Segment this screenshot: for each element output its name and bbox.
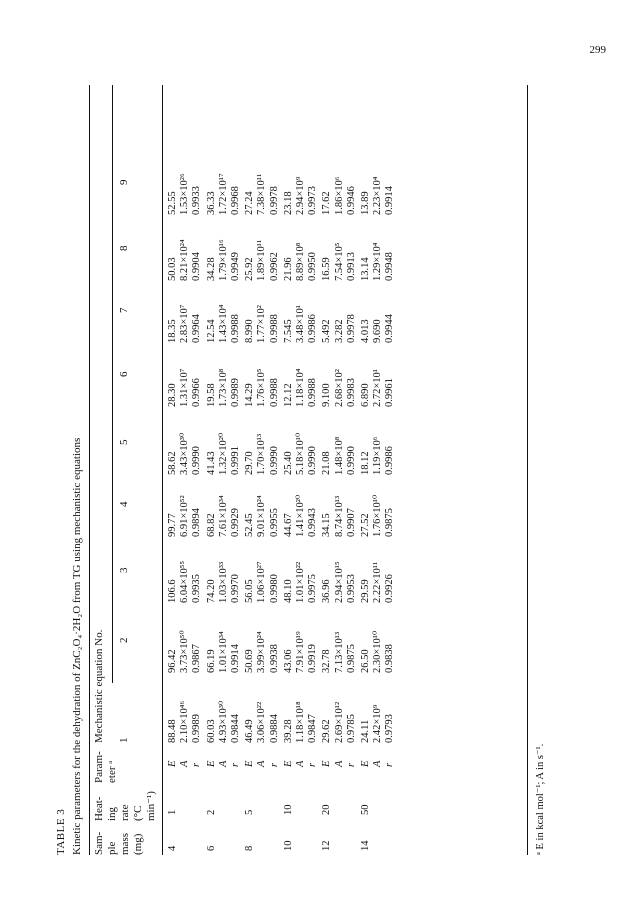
value-cell: 1.76×10¹⁰ <box>372 494 384 537</box>
value-cell: 1.86×10⁶ <box>333 176 345 215</box>
heating-rate-cell: 20 <box>321 804 333 815</box>
value-cell: 27.52 <box>360 513 371 537</box>
header-text: mass <box>119 833 131 855</box>
value-cell: 32.78 <box>321 649 333 673</box>
parameter-cell: A <box>295 760 306 767</box>
value-cell: 34.15 <box>321 513 333 537</box>
value-cell: 2.94×10⁹ <box>295 176 306 215</box>
heating-rate-cell: 1 <box>167 809 178 815</box>
value-cell: 0.9847 <box>307 714 319 743</box>
table-footnote: ᵃ E in kcal mol⁻¹; A in s⁻¹. <box>535 743 546 855</box>
value-cell: 1.32×10²⁰ <box>217 432 229 475</box>
parameter-cell: A <box>179 760 191 767</box>
value-cell: 1.19×10⁶ <box>372 436 384 475</box>
parameter-cell: E <box>205 760 217 767</box>
value-cell: 44.67 <box>282 513 294 537</box>
value-cell: 0.9990 <box>268 446 280 475</box>
header-subrule <box>112 85 113 683</box>
value-cell: 0.9904 <box>191 252 203 281</box>
value-cell: 4.013 <box>360 319 371 343</box>
table-bottom-rule <box>527 85 528 855</box>
value-cell: 3.43×10³⁰ <box>179 432 191 475</box>
header-text: eter ᵃ <box>106 760 118 783</box>
equation-number: 1 <box>118 737 130 743</box>
value-cell: 0.9944 <box>384 314 396 343</box>
parameter-cell: A <box>372 760 384 767</box>
parameter-cell: E <box>321 760 333 767</box>
value-cell: 0.9989 <box>191 714 203 743</box>
value-cell: 1.89×10¹¹ <box>256 239 268 281</box>
equation-number: 3 <box>118 567 130 573</box>
value-cell: 96.42 <box>167 649 178 673</box>
header-text: Mechanistic equation No. <box>93 629 105 743</box>
value-cell: 0.9867 <box>191 644 203 673</box>
value-cell: 48.10 <box>282 579 294 603</box>
equation-number: 5 <box>118 439 130 445</box>
value-cell: 0.9986 <box>384 446 396 475</box>
value-cell: 9.690 <box>372 319 384 343</box>
value-cell: 24.11 <box>360 719 371 743</box>
value-cell: 1.73×10⁸ <box>217 368 229 407</box>
value-cell: 1.77×10² <box>256 305 268 343</box>
value-cell: 7.13×10¹³ <box>333 631 345 673</box>
sample-mass-cell: 4 <box>167 845 178 851</box>
value-cell: 0.9838 <box>384 644 396 673</box>
value-cell: 3.06×10²² <box>256 701 268 743</box>
value-cell: 28.30 <box>167 383 178 407</box>
parameter-cell: r <box>345 762 357 767</box>
value-cell: 0.9935 <box>191 574 203 603</box>
value-cell: 36.96 <box>321 579 333 603</box>
value-cell: 106.6 <box>167 579 178 603</box>
value-cell: 21.96 <box>282 257 294 281</box>
parameter-cell: E <box>167 760 178 767</box>
value-cell: 74.20 <box>205 579 217 603</box>
value-cell: 0.9966 <box>191 378 203 407</box>
value-cell: 50.69 <box>244 649 256 673</box>
equation-number: 7 <box>118 307 130 313</box>
value-cell: 0.9894 <box>191 508 203 537</box>
parameter-cell: r <box>191 762 203 767</box>
value-cell: 19.58 <box>205 383 217 407</box>
value-cell: 2.42×10⁹ <box>372 704 384 743</box>
value-cell: 1.76×10⁵ <box>256 368 268 407</box>
value-cell: 52.55 <box>167 191 178 215</box>
value-cell: 12.54 <box>205 319 217 343</box>
value-cell: 8.990 <box>244 319 256 343</box>
value-cell: 99.77 <box>167 513 178 537</box>
parameter-cell: E <box>360 760 371 767</box>
parameter-cell: r <box>230 762 241 767</box>
value-cell: 56.05 <box>244 579 256 603</box>
value-cell: 29.70 <box>244 451 256 475</box>
parameter-cell: r <box>268 762 280 767</box>
value-cell: 0.9948 <box>384 252 396 281</box>
heating-rate-cell: 10 <box>282 804 294 815</box>
value-cell: 0.9933 <box>191 186 203 215</box>
value-cell: 25.92 <box>244 257 256 281</box>
sample-mass-cell: 12 <box>321 840 333 851</box>
value-cell: 7.54×10⁵ <box>333 242 345 281</box>
value-cell: 3.48×10¹ <box>295 305 306 343</box>
value-cell: 0.9844 <box>230 714 241 743</box>
value-cell: 0.9988 <box>307 378 319 407</box>
value-cell: 2.72×10¹ <box>372 369 384 407</box>
value-cell: 0.9988 <box>230 314 241 343</box>
value-cell: 2.30×10¹⁰ <box>372 630 384 673</box>
value-cell: 5.492 <box>321 319 333 343</box>
value-cell: 7.61×10³⁴ <box>217 495 229 537</box>
equation-number: 2 <box>118 637 130 643</box>
value-cell: 1.41×10²⁰ <box>295 494 306 537</box>
value-cell: 0.9875 <box>345 644 357 673</box>
value-cell: 0.9970 <box>230 574 241 603</box>
value-cell: 2.83×10⁷ <box>179 304 191 343</box>
value-cell: 6.04×10⁵⁵ <box>179 560 191 603</box>
value-cell: 60.03 <box>205 719 217 743</box>
sample-mass-cell: 8 <box>244 845 256 851</box>
parameter-cell: A <box>217 760 229 767</box>
rotated-table-container <box>52 85 572 855</box>
value-cell: 0.9785 <box>345 714 357 743</box>
value-cell: 9.01×10²⁴ <box>256 495 268 537</box>
parameter-cell: E <box>244 760 256 767</box>
value-cell: 41.43 <box>205 451 217 475</box>
value-cell: 1.53×10²⁶ <box>179 173 191 215</box>
parameter-cell: r <box>384 762 396 767</box>
value-cell: 0.9914 <box>230 644 241 673</box>
value-cell: 2.68×10² <box>333 369 345 407</box>
heating-rate-cell: 2 <box>205 809 217 815</box>
value-cell: 0.9991 <box>230 446 241 475</box>
value-cell: 1.70×10¹³ <box>256 433 268 475</box>
value-cell: 7.545 <box>282 319 294 343</box>
value-cell: 0.9938 <box>268 644 280 673</box>
value-cell: 25.40 <box>282 451 294 475</box>
header-text: Heat- <box>93 796 105 821</box>
value-cell: 0.9975 <box>307 574 319 603</box>
value-cell: 7.91×10¹⁹ <box>295 631 306 673</box>
header-text: ing <box>106 806 118 821</box>
value-cell: 2.22×10¹¹ <box>372 561 384 603</box>
value-cell: 0.9989 <box>230 378 241 407</box>
value-cell: 0.9961 <box>384 378 396 407</box>
value-cell: 27.24 <box>244 191 256 215</box>
value-cell: 0.9968 <box>230 186 241 215</box>
value-cell: 68.82 <box>205 513 217 537</box>
value-cell: 0.9988 <box>268 314 280 343</box>
equation-number: 9 <box>118 179 130 185</box>
equation-number: 4 <box>118 501 130 507</box>
sample-mass-cell: 14 <box>360 840 371 851</box>
equation-number: 8 <box>118 245 130 251</box>
header-text: Sam- <box>93 831 105 855</box>
value-cell: 0.9980 <box>268 574 280 603</box>
header-mechanistic <box>94 630 107 743</box>
header-text: ple <box>106 841 118 855</box>
header-text: rate <box>119 804 131 821</box>
value-cell: 1.29×10⁴ <box>372 242 384 281</box>
value-cell: 8.21×10²⁴ <box>179 239 191 281</box>
value-cell: 50.03 <box>167 257 178 281</box>
value-cell: 1.72×10¹⁷ <box>217 173 229 215</box>
value-cell: 0.9986 <box>307 314 319 343</box>
table-header-rule <box>162 85 163 855</box>
value-cell: 2.94×10¹⁵ <box>333 561 345 603</box>
value-cell: 17.62 <box>321 191 333 215</box>
value-cell: 0.9907 <box>345 508 357 537</box>
header-text: min⁻¹) <box>145 791 157 821</box>
value-cell: 3.99×10²⁴ <box>256 631 268 673</box>
value-cell: 7.38×10¹¹ <box>256 173 268 215</box>
value-cell: 18.35 <box>167 319 178 343</box>
header-heating-rate <box>94 791 159 821</box>
header-text: Param- <box>93 751 105 783</box>
value-cell: 1.01×10²² <box>295 561 306 603</box>
value-cell: 0.9955 <box>268 508 280 537</box>
parameter-cell: E <box>282 760 294 767</box>
value-cell: 0.9929 <box>230 508 241 537</box>
parameter-cell: r <box>307 762 319 767</box>
page-number: 299 <box>589 44 606 56</box>
value-cell: 1.43×10⁴ <box>217 304 229 343</box>
value-cell: 2.10×10⁴⁶ <box>179 700 191 743</box>
value-cell: 6.890 <box>360 383 371 407</box>
value-cell: 1.18×10¹⁸ <box>295 701 306 743</box>
value-cell: 2.69×10¹² <box>333 701 345 743</box>
parameter-cell: A <box>333 760 345 767</box>
value-cell: 0.9926 <box>384 574 396 603</box>
value-cell: 52.45 <box>244 513 256 537</box>
value-cell: 34.28 <box>205 257 217 281</box>
value-cell: 0.9946 <box>345 186 357 215</box>
value-cell: 4.93×10³⁰ <box>217 700 229 743</box>
sample-mass-cell: 6 <box>205 845 217 851</box>
value-cell: 1.18×10⁴ <box>295 368 306 407</box>
table-top-rule <box>89 85 90 855</box>
value-cell: 0.9962 <box>268 252 280 281</box>
value-cell: 39.28 <box>282 719 294 743</box>
value-cell: 0.9990 <box>191 446 203 475</box>
value-cell: 0.9875 <box>384 508 396 537</box>
value-cell: 21.08 <box>321 451 333 475</box>
parameter-cell: A <box>256 760 268 767</box>
value-cell: 46.49 <box>244 719 256 743</box>
value-cell: 0.9949 <box>230 252 241 281</box>
value-cell: 0.9990 <box>307 446 319 475</box>
value-cell: 1.31×10⁷ <box>179 368 191 407</box>
value-cell: 9.100 <box>321 383 333 407</box>
value-cell: 0.9978 <box>345 314 357 343</box>
value-cell: 14.29 <box>244 383 256 407</box>
value-cell: 16.59 <box>321 257 333 281</box>
value-cell: 0.9953 <box>345 574 357 603</box>
value-cell: 43.06 <box>282 649 294 673</box>
heating-rate-cell: 5 <box>244 809 256 815</box>
value-cell: 36.33 <box>205 191 217 215</box>
equation-number: 6 <box>118 371 130 377</box>
value-cell: 1.79×10¹⁶ <box>217 239 229 281</box>
value-cell: 6.91×10⁵² <box>179 495 191 537</box>
value-cell: 0.9793 <box>384 714 396 743</box>
value-cell: 1.48×10⁸ <box>333 436 345 475</box>
value-cell: 0.9988 <box>268 378 280 407</box>
value-cell: 3.73×10⁵⁰ <box>179 630 191 673</box>
value-cell: 0.9973 <box>307 186 319 215</box>
table-caption: Kinetic parameters for the dehydration of ZnC₂O₄·2H₂O from TG using mechanistic equations <box>71 437 83 855</box>
header-parameter <box>94 751 120 783</box>
header-text: (mg) <box>132 833 144 855</box>
value-cell: 5.18×10¹⁰ <box>295 432 306 475</box>
sample-mass-cell: 10 <box>282 840 294 851</box>
table-label: TABLE 3 <box>55 808 67 855</box>
value-cell: 2.23×10⁴ <box>372 176 384 215</box>
value-cell: 13.89 <box>360 191 371 215</box>
value-cell: 0.9943 <box>307 508 319 537</box>
value-cell: 29.59 <box>360 579 371 603</box>
value-cell: 0.9914 <box>384 186 396 215</box>
value-cell: 58.62 <box>167 451 178 475</box>
value-cell: 13.14 <box>360 257 371 281</box>
value-cell: 26.50 <box>360 649 371 673</box>
header-text: (°C <box>132 805 144 821</box>
heating-rate-cell: 50 <box>360 804 371 815</box>
value-cell: 23.18 <box>282 191 294 215</box>
value-cell: 0.9884 <box>268 714 280 743</box>
header-sample-mass <box>94 832 146 855</box>
value-cell: 88.48 <box>167 719 178 743</box>
value-cell: 8.74×10¹³ <box>333 495 345 537</box>
value-cell: 29.62 <box>321 719 333 743</box>
value-cell: 1.03×10³³ <box>217 561 229 603</box>
value-cell: 1.01×10³⁴ <box>217 631 229 673</box>
value-cell: 8.89×10⁸ <box>295 242 306 281</box>
value-cell: 0.9913 <box>345 252 357 281</box>
value-cell: 1.06×10²⁷ <box>256 561 268 603</box>
value-cell: 0.9950 <box>307 252 319 281</box>
value-cell: 66.19 <box>205 649 217 673</box>
value-cell: 0.9983 <box>345 378 357 407</box>
value-cell: 0.9964 <box>191 314 203 343</box>
value-cell: 3.282 <box>333 319 345 343</box>
value-cell: 12.12 <box>282 383 294 407</box>
value-cell: 0.9978 <box>268 186 280 215</box>
value-cell: 18.12 <box>360 451 371 475</box>
value-cell: 0.9990 <box>345 446 357 475</box>
value-cell: 0.9919 <box>307 644 319 673</box>
